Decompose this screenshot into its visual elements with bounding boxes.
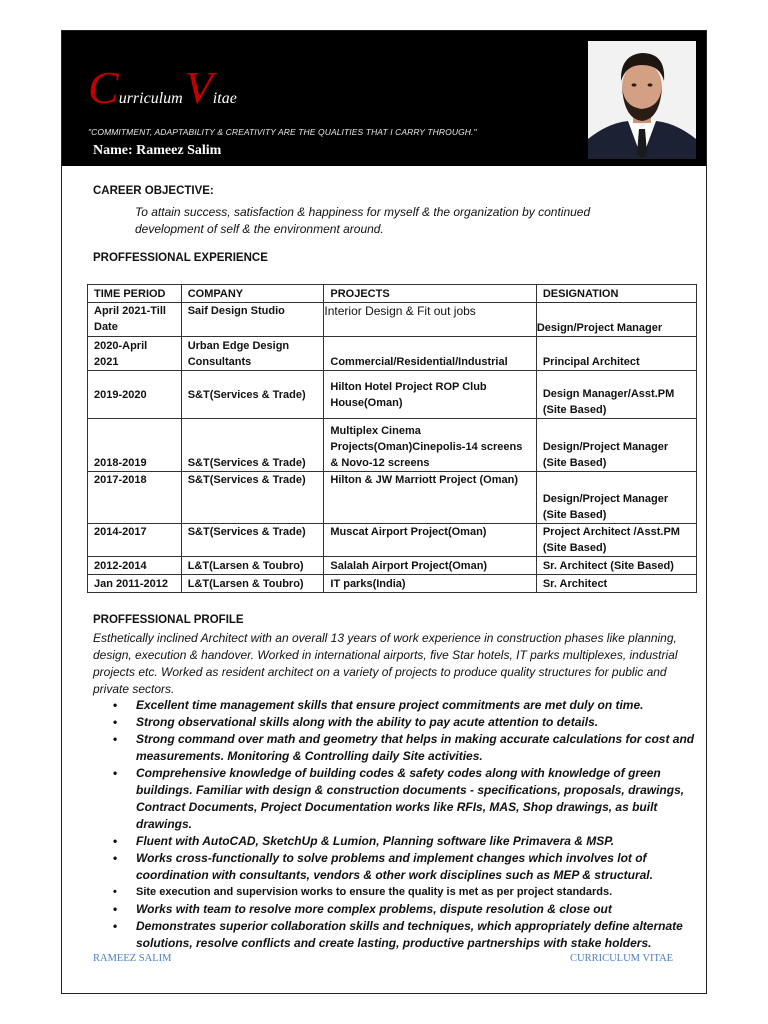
col-projects: PROJECTS [324, 285, 536, 303]
cell-project: Muscat Airport Project(Oman) [324, 524, 536, 557]
list-item [93, 731, 708, 765]
cell-company: S&T(Services & Trade) [181, 419, 324, 472]
bullet-icon: • [113, 851, 118, 865]
cell-company: S&T(Services & Trade) [181, 472, 324, 524]
title-itae: itae [212, 90, 237, 107]
profile-photo [588, 41, 696, 159]
footer-right: CURRICULUM VITAE [570, 953, 674, 964]
bullet-icon: • [113, 902, 118, 916]
cv-title [88, 61, 239, 114]
experience-heading: PROFFESSIONAL EXPERIENCE [93, 252, 268, 264]
bullet-text: Excellent time management skills that ensure project commitments are met duly on time. [136, 698, 644, 712]
col-time-period: TIME PERIOD [88, 285, 182, 303]
cell-period: 2018-2019 [88, 419, 182, 472]
cell-designation: Principal Architect [536, 337, 696, 371]
bullet-icon: • [113, 886, 117, 898]
table-row [88, 371, 697, 419]
title-urriculum: urriculum [118, 90, 183, 107]
cell-project: IT parks(India) [324, 575, 536, 593]
cell-designation: Design/Project Manager (Site Based) [536, 419, 696, 472]
cell-project: Hilton & JW Marriott Project (Oman) [324, 472, 536, 524]
cell-designation: Sr. Architect [536, 575, 696, 593]
table-row [88, 337, 697, 371]
cell-project: Salalah Airport Project(Oman) [324, 557, 536, 575]
table-row [88, 303, 697, 337]
bullet-icon: • [113, 732, 118, 746]
bullet-text: Demonstrates superior collaboration skills and techniques, which appropriately define alternate solutions, resolve conflicts and create lasting, productive partnerships with stake holders. [136, 919, 683, 950]
bullet-icon: • [113, 834, 118, 848]
list-item [93, 714, 708, 731]
table-row [88, 419, 697, 472]
bullet-text: Fluent with AutoCAD, SketchUp & Lumion, Planning software like Primavera & MSP. [136, 834, 615, 848]
list-item [93, 833, 708, 850]
list-item [93, 901, 708, 918]
cell-project: Multiplex Cinema Projects(Oman)Cinepolis-14 screens & Novo-12 screens [324, 419, 536, 472]
table-row [88, 575, 697, 593]
cell-designation: Design/Project Manager (Site Based) [536, 472, 696, 524]
experience-table [87, 284, 697, 593]
footer-left: RAMEEZ SALIM [93, 953, 172, 964]
cell-company: L&T(Larsen & Toubro) [181, 575, 324, 593]
table-header-row [88, 285, 697, 303]
profile-bullet-list [93, 697, 708, 952]
bullet-icon: • [113, 919, 118, 933]
candidate-name: Name: Rameez Salim [93, 143, 222, 158]
cell-company: S&T(Services & Trade) [181, 524, 324, 557]
career-objective-heading: CAREER OBJECTIVE: [93, 185, 214, 197]
cell-period: 2017-2018 [88, 472, 182, 524]
cell-company: Urban Edge Design Consultants [181, 337, 324, 371]
title-initial-c: C [88, 62, 119, 113]
list-item [93, 918, 708, 952]
bullet-icon: • [113, 766, 118, 780]
list-item [93, 765, 708, 833]
cell-designation: Project Architect /Asst.PM (Site Based) [536, 524, 696, 557]
table-row [88, 472, 697, 524]
cell-period: 2014-2017 [88, 524, 182, 557]
cell-period: April 2021-Till Date [88, 303, 182, 337]
cell-company: S&T(Services & Trade) [181, 371, 324, 419]
list-item [93, 850, 708, 884]
bullet-text: Strong command over math and geometry that helps in making accurate calculations for cost and measurements. Monitoring & Controlling daily Site activities. [136, 732, 695, 763]
profile-heading: PROFFESSIONAL PROFILE [93, 614, 244, 626]
cell-period: 2020-April 2021 [88, 337, 182, 371]
cell-project: Hilton Hotel Project ROP Club House(Oman) [324, 371, 536, 419]
bullet-icon: • [113, 698, 118, 712]
cell-designation: Sr. Architect (Site Based) [536, 557, 696, 575]
col-company: COMPANY [181, 285, 324, 303]
cell-period: 2012-2014 [88, 557, 182, 575]
cell-designation: Design Manager/Asst.PM (Site Based) [536, 371, 696, 419]
bullet-text: Works with team to resolve more complex problems, dispute resolution & close out [136, 902, 612, 916]
bullet-text: Works cross-functionally to solve problems and implement changes which involves lot of coordination with consultants, vendors & other work disciplines such as MEP & structural. [136, 851, 653, 882]
bullet-icon: • [113, 715, 118, 729]
career-objective-text: To attain success, satisfaction & happiness for myself & the organization by continued development of self & the environment around. [135, 205, 591, 236]
bullet-text: Strong observational skills along with the ability to pay acute attention to details. [136, 715, 599, 729]
cell-period: Jan 2011-2012 [88, 575, 182, 593]
cell-company: Saif Design Studio [181, 303, 324, 337]
col-designation: DESIGNATION [536, 285, 696, 303]
bullet-text: Comprehensive knowledge of building codes & safety codes along with knowledge of green buildings. Familiar with design & construction documents - specifications, proposals, drawings, Contract Documents, Project Documentation works like RFIs, MAS, Shop drawings, as built drawings. [136, 766, 685, 831]
list-item [93, 697, 708, 714]
list-item [93, 884, 708, 901]
cell-period: 2019-2020 [88, 371, 182, 419]
profile-summary: Esthetically inclined Architect with an overall 13 years of work experience in construction phases like planning, design, execution & handover. Worked in international airports, five Star hotels, IT parks multiplexes, industrial projects etc. Worked as resident architect on a variety of projects to produce quality structures for public and private sectors. [93, 631, 678, 696]
motto: "COMMITMENT, ADAPTABILITY & CREATIVITY ARE THE QUALITIES THAT I CARRY THROUGH." [88, 127, 477, 137]
bullet-text: Site execution and supervision works to ensure the quality is met as per project standards. [136, 886, 613, 898]
cell-designation: Design/Project Manager [536, 303, 696, 337]
table-row [88, 524, 697, 557]
title-initial-v: V [184, 62, 213, 113]
cell-project: Interior Design & Fit out jobs [324, 303, 536, 337]
table-row [88, 557, 697, 575]
cell-company: L&T(Larsen & Toubro) [181, 557, 324, 575]
cell-project: Commercial/Residential/Industrial [324, 337, 536, 371]
